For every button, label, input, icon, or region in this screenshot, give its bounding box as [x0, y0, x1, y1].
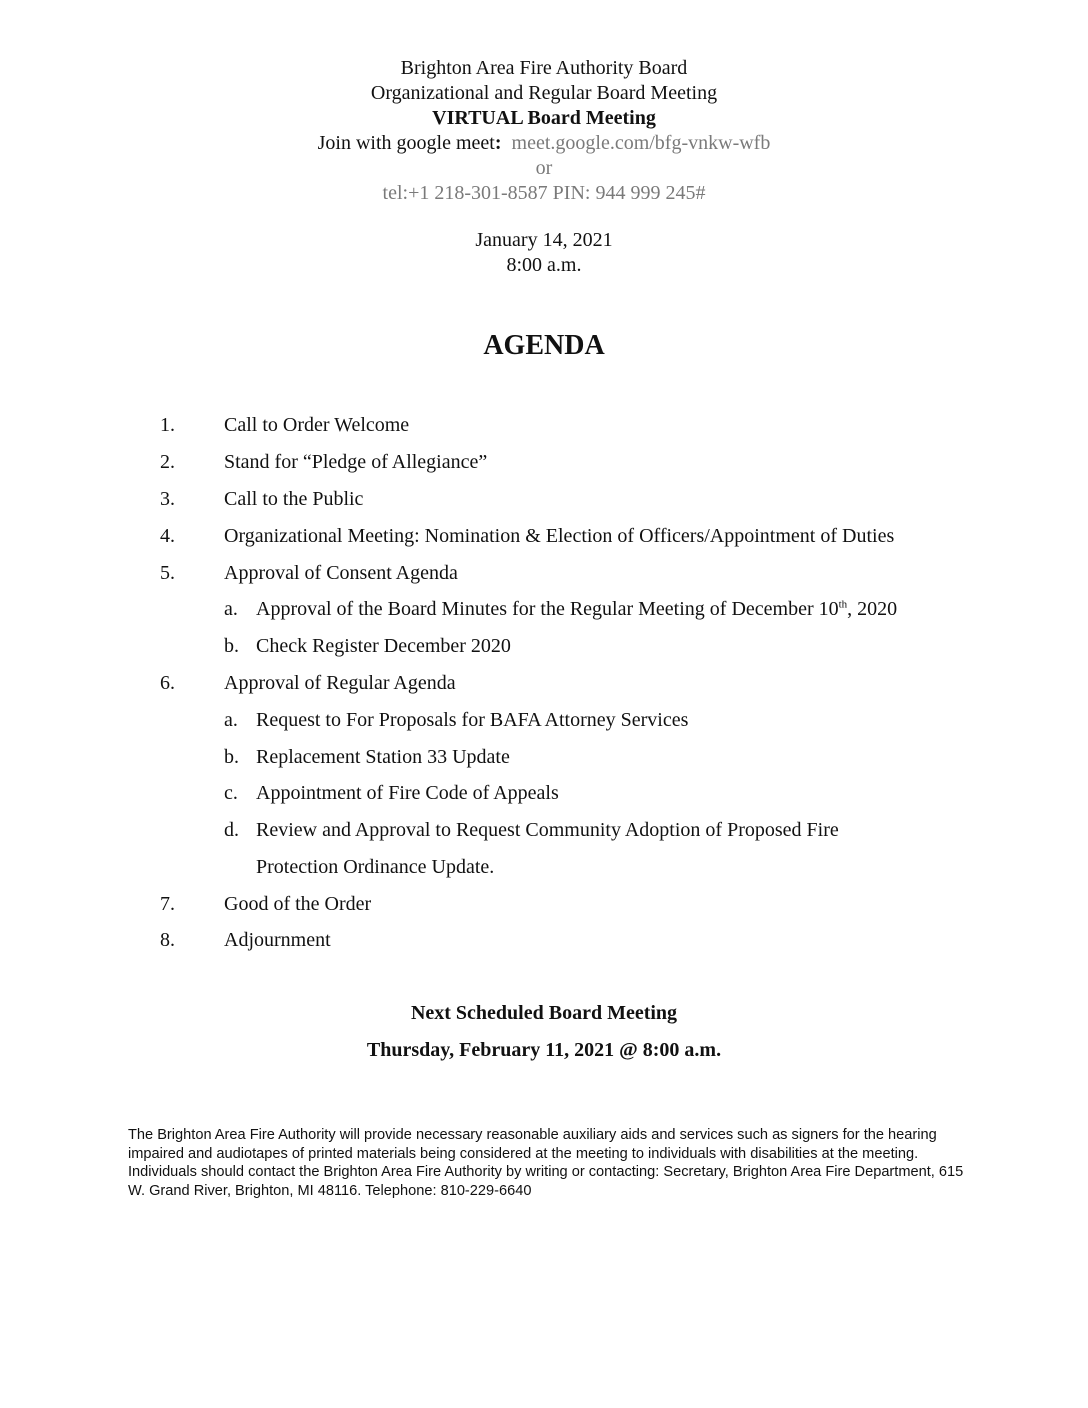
virtual-meeting-label: VIRTUAL Board Meeting: [432, 107, 656, 129]
ordinal-suffix: th: [838, 598, 848, 611]
agenda-subitem-text-cont: Protection Ordinance Update.: [256, 856, 495, 878]
meeting-header: [0, 56, 1088, 206]
agenda-subitem-text: Appointment of Fire Code of Appeals: [256, 782, 559, 804]
agenda-item-number: 1.: [160, 414, 175, 436]
agenda-subitem-text: Check Register December 2020: [256, 635, 511, 657]
next-meeting-heading: Next Scheduled Board Meeting: [410, 1002, 678, 1024]
meeting-type: Organizational and Regular Board Meeting: [370, 82, 718, 104]
agenda-item-text: Good of the Order: [224, 893, 372, 915]
agenda-item-text: Organizational Meeting: Nomination & Election of Officers/Appointment of Duties: [224, 525, 895, 547]
agenda-subitem-letter: c.: [224, 782, 238, 804]
meeting-time: 8:00 a.m.: [506, 254, 582, 276]
agenda-item-text: Approval of Consent Agenda: [224, 562, 458, 584]
agenda-item-text: Adjournment: [224, 929, 331, 951]
next-meeting-datetime: Thursday, February 11, 2021 @ 8:00 a.m.: [366, 1039, 722, 1061]
or-separator: or: [535, 157, 553, 179]
agenda-item-text: Call to Order Welcome: [224, 414, 410, 436]
join-label: Join with google meet: [317, 132, 495, 154]
agenda-subitem-letter: a.: [224, 598, 238, 620]
meeting-date-block: [0, 228, 1088, 278]
agenda-title: AGENDA: [483, 330, 605, 361]
agenda-item-text: Approval of Regular Agenda: [224, 672, 456, 694]
accessibility-notice: The Brighton Area Fire Authority will provide necessary reasonable auxiliary aids and services such as signers for the hearing impaired and audiotapes of printed materials being considered at the meeting to individuals with disabilities at the meeting. Individuals should contact the Brighton Area Fire Authority by writing or contacting: Secretary, Brighton Area Fire Department, 615 W. Grand River, Brighton, MI 48116. Telephone: 810-229-6640: [128, 1127, 964, 1199]
meet-link[interactable]: meet.google.com/bfg-vnkw-wfb: [511, 132, 771, 154]
agenda-subitem-letter: d.: [224, 819, 239, 841]
join-line: [0, 131, 1088, 156]
agenda-subitem-letter: b.: [224, 635, 239, 657]
agenda-item-text: Stand for “Pledge of Allegiance”: [224, 451, 488, 473]
agenda-item-number: 7.: [160, 893, 175, 915]
agenda-subitem-letter: b.: [224, 746, 239, 768]
phone-dial-in[interactable]: tel:+1 218-301-8587 PIN: 944 999 245#: [382, 182, 706, 204]
agenda-item-number: 6.: [160, 672, 175, 694]
agenda-item-number: 4.: [160, 525, 175, 547]
join-colon: :: [494, 132, 502, 154]
meeting-date: January 14, 2021: [475, 229, 613, 251]
org-name: Brighton Area Fire Authority Board: [400, 57, 688, 79]
agenda-subitem-text: Review and Approval to Request Community Adoption of Proposed Fire: [256, 819, 839, 841]
agenda-subitem-letter: a.: [224, 709, 238, 731]
agenda-subitem-text: Replacement Station 33 Update: [256, 746, 510, 768]
agenda-item-number: 8.: [160, 929, 175, 951]
subitem-text-year: , 2020: [847, 598, 898, 620]
subitem-text-main: Approval of the Board Minutes for the Regular Meeting of December 10: [256, 598, 839, 620]
agenda-item-number: 2.: [160, 451, 175, 473]
agenda-item-number: 5.: [160, 562, 175, 584]
agenda-subitem-text: Request to For Proposals for BAFA Attorney Services: [256, 709, 689, 731]
agenda-item-number: 3.: [160, 488, 175, 510]
agenda-subitem-text: [256, 597, 897, 621]
agenda-item-text: Call to the Public: [224, 488, 364, 510]
